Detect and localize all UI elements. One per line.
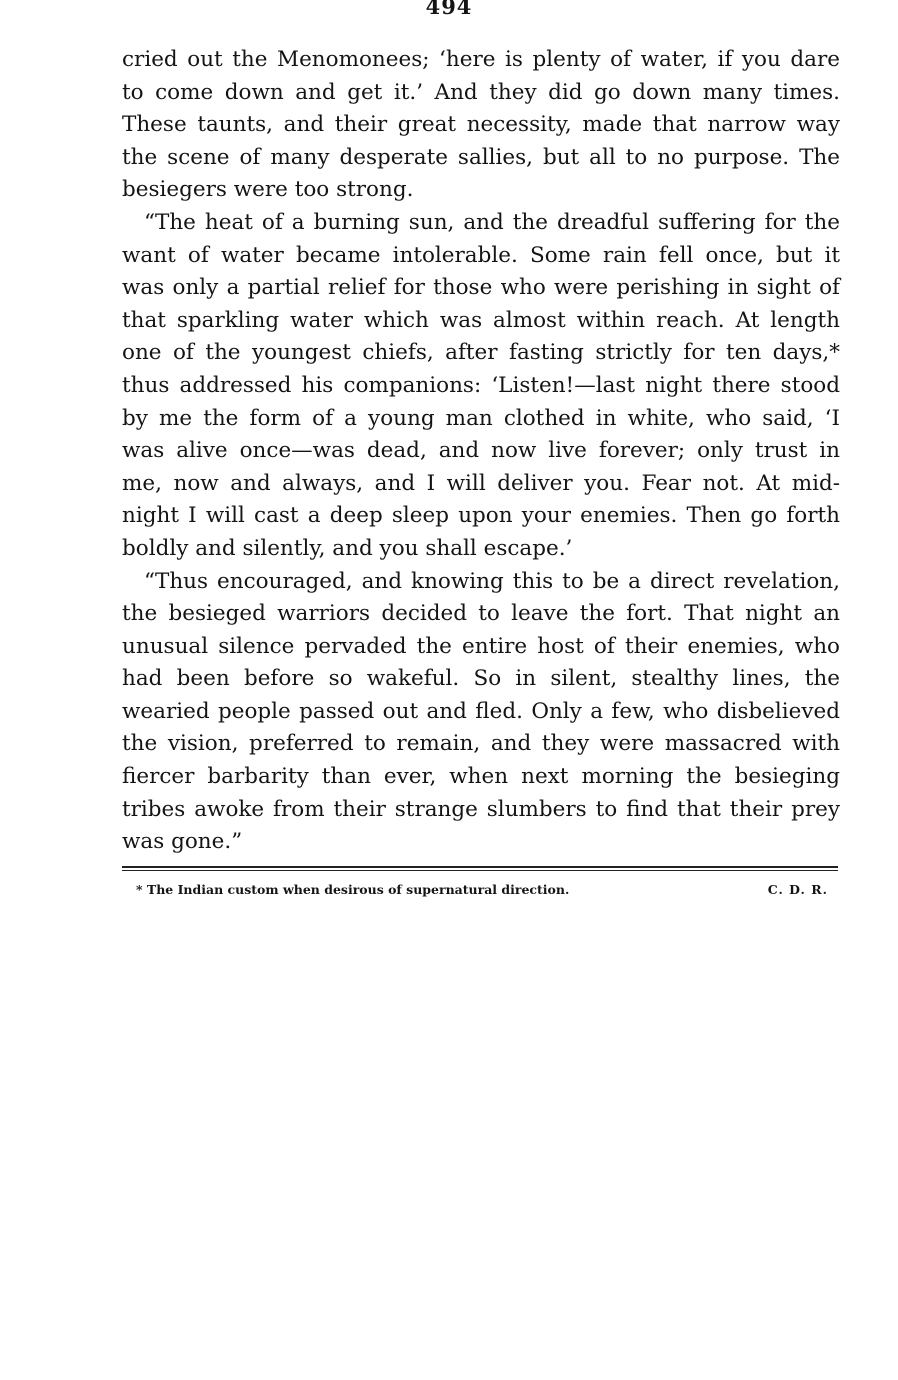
text-line: was gone.” [122, 829, 243, 855]
footnote-rule [122, 866, 838, 868]
text-line: cried out the Menomonees; ‘here is plenty of water, if you dare [122, 47, 840, 72]
body-text [122, 44, 840, 859]
text-line: me, now and always, and I will deliver you. Fear not. At mid- [122, 470, 840, 496]
author-initials: C. D. R. [767, 882, 828, 897]
text-line: want of water became intolerable. Some rain fell once, but it [122, 242, 840, 268]
text-line: “The heat of a burning sun, and the dreadful suffering for the [144, 209, 840, 235]
footnote: * The Indian custom when desirous of supernatural direction. [136, 882, 570, 897]
text-line: These taunts, and their great necessity, made that narrow way [122, 112, 840, 138]
text-line: unusual silence pervaded the entire host of their enemies, who [122, 633, 840, 659]
page-number: 494 [425, 0, 473, 19]
text-line: the scene of many desperate sallies, but all to no purpose. The [122, 144, 840, 170]
text-line: one of the youngest chiefs, after fasting strictly for ten days,* [122, 340, 840, 366]
text-line: by me the form of a young man clothed in white, who said, ‘I [122, 405, 840, 431]
footnote-rule-thin [122, 870, 838, 871]
text-line: night I will cast a deep sleep upon your enemies. Then go forth [122, 503, 840, 529]
text-line: had been before so wakeful. So in silent, stealthy lines, the [122, 666, 840, 692]
text-line: boldly and silently, and you shall escape.’ [122, 535, 573, 561]
text-line: “Thus encouraged, and knowing this to be a direct revelation, [144, 568, 840, 594]
text-line: fiercer barbarity than ever, when next morning the besieging [122, 764, 840, 790]
text-line: was alive once—was dead, and now live forever; only trust in [122, 438, 840, 464]
text-line: the besieged warriors decided to leave the fort. That night an [122, 601, 840, 627]
text-line: tribes awoke from their strange slumbers to find that their prey [122, 796, 840, 822]
text-line: thus addressed his companions: ‘Listen!—last night there stood [122, 372, 840, 398]
text-line: to come down and get it.’ And they did go down many times. [122, 79, 840, 105]
text-line: was only a partial relief for those who were perishing in sight of [122, 275, 840, 301]
text-line: the vision, preferred to remain, and they were massacred with [122, 731, 840, 757]
text-line: wearied people passed out and fled. Only a few, who disbelieved [122, 698, 840, 724]
text-line: that sparkling water which was almost within reach. At length [122, 307, 840, 333]
text-line: besiegers were too strong. [122, 177, 414, 203]
